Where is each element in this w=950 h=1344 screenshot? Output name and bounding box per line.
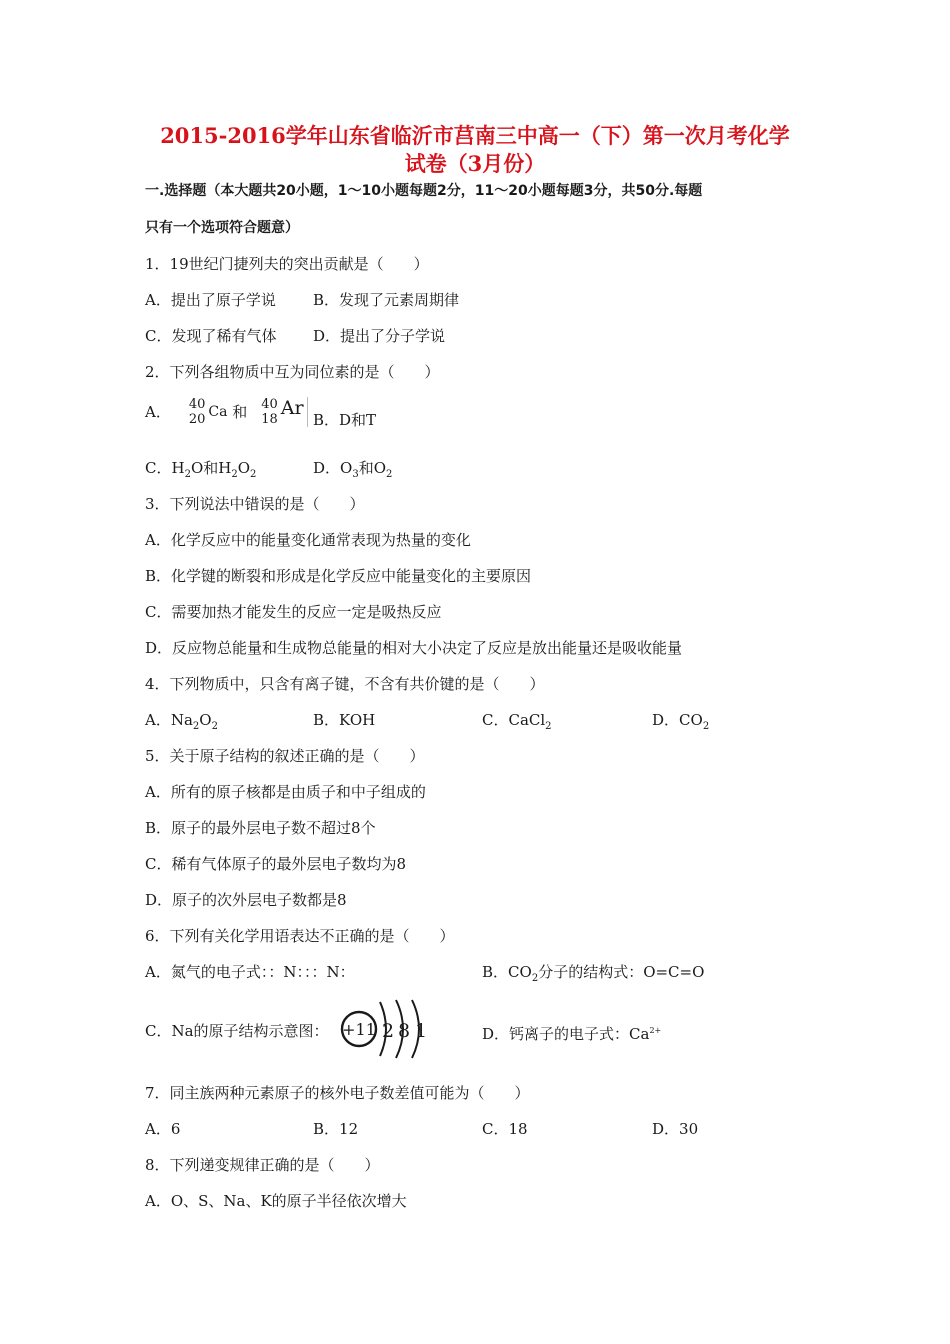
q2c-sub1: 2 (184, 469, 191, 480)
ca-atomic-number: 20 (188, 412, 206, 427)
q6-option-a: A．氮气的电子式：：N：：：N： (145, 963, 355, 981)
q6-option-c: C．Na的原子结构示意图： (145, 1022, 329, 1040)
q2c-text1: C．H (145, 459, 185, 477)
q2c-sub2: 2 (231, 469, 238, 480)
section-instructions-line2: 只有一个选项符合题意） (145, 220, 299, 236)
q6-option-b (482, 962, 704, 989)
ca-mass-number: 40 (188, 397, 206, 412)
calcium-nuclide (189, 397, 228, 427)
q4-option-d (652, 710, 709, 737)
sodium-atom-structure-diagram (336, 994, 442, 1060)
q3-option-d: D．反应物总能量和生成物总能量的相对大小决定了反应是放出能量还是吸收能量 (145, 639, 683, 657)
q2d-sub1: 3 (352, 469, 359, 480)
q2-option-c (145, 458, 256, 485)
question-1-stem: 1．19世纪门捷列夫的突出贡献是（ ） (145, 255, 429, 273)
ca-symbol: Ca (208, 404, 228, 420)
q6d-text: D．钙离子的电子式：Ca (482, 1025, 650, 1043)
q4a-sub1: 2 (192, 721, 200, 732)
q1-option-b: B．发现了元素周期律 (313, 291, 460, 309)
ar-symbol: Ar (280, 397, 304, 419)
shell-2-electrons: 8 (397, 1020, 411, 1042)
q6b-text1: B．CO (482, 963, 532, 981)
q2d-sub2: 2 (386, 469, 393, 480)
q7-option-c: C．18 (482, 1120, 528, 1138)
q1-option-a: A．提出了原子学说 (145, 291, 276, 309)
q2-option-b: B．D和T (313, 411, 377, 429)
question-2-stem: 2．下列各组物质中互为同位素的是（ ） (145, 363, 440, 381)
q3-option-a: A．化学反应中的能量变化通常表现为热量的变化 (145, 531, 471, 549)
q4c-text: C．CaCl (482, 711, 546, 729)
question-6-stem: 6．下列有关化学用语表达不正确的是（ ） (145, 927, 455, 945)
q3-option-b: B．化学键的断裂和形成是化学反应中能量变化的主要原因 (145, 567, 532, 585)
q5-option-d: D．原子的次外层电子数都是8 (145, 891, 347, 909)
argon-nuclide (261, 397, 307, 427)
q2-option-a-label: A． (145, 403, 171, 421)
q7-option-d: D．30 (652, 1120, 699, 1138)
question-7-stem: 7．同主族两种元素原子的核外电子数差值可能为（ ） (145, 1084, 530, 1102)
q2c-text2: O和H (190, 459, 232, 477)
section-instructions-line1: 一.选择题（本大题共20小题，1～10小题每题2分，11～20小题每题3分，共50分.每题 (145, 183, 703, 199)
q7-option-a: A．6 (145, 1120, 181, 1138)
q6-option-d (482, 1021, 661, 1044)
q2-and: 和 (227, 403, 248, 421)
question-8-stem: 8．下列递变规律正确的是（ ） (145, 1156, 380, 1174)
q2c-text3: O (237, 459, 251, 477)
q4d-sub: 2 (702, 721, 710, 732)
q8-option-a: A．O、S、Na、K的原子半径依次增大 (145, 1192, 407, 1210)
q2d-text1: D．O (313, 459, 353, 477)
question-3-stem: 3．下列说法中错误的是（ ） (145, 495, 365, 513)
q4-option-c (482, 710, 552, 737)
q7-option-b: B．12 (313, 1120, 359, 1138)
q2d-text2: 和O (358, 459, 387, 477)
q2c-sub3: 2 (250, 469, 257, 480)
q2-option-d (313, 458, 392, 485)
ar-mass-number: 40 (261, 397, 278, 412)
ar-atomic-number: 18 (261, 412, 278, 427)
q3-option-c: C．需要加热才能发生的反应一定是吸热反应 (145, 603, 442, 621)
q4a-text2: O (199, 711, 212, 729)
q5-option-b: B．原子的最外层电子数不超过8个 (145, 819, 376, 837)
q4-option-b: B．KOH (313, 711, 376, 729)
q5-option-a: A．所有的原子核都是由质子和中子组成的 (145, 783, 426, 801)
shell-1-electrons: 2 (381, 1020, 395, 1042)
q4c-sub: 2 (545, 721, 552, 732)
q6b-sub: 2 (531, 973, 539, 984)
shell-3-electrons: 1 (414, 1020, 428, 1042)
exam-title-line1: 2015-2016学年山东省临沂市莒南三中高一（下）第一次月考化学 (160, 123, 790, 148)
q2-option-a (145, 397, 308, 441)
question-4-stem: 4．下列物质中，只含有离子键，不含有共价键的是（ ） (145, 675, 545, 693)
q5-option-c: C．稀有气体原子的最外层电子数均为8 (145, 855, 407, 873)
q4-option-a (145, 710, 218, 737)
q1-option-d: D．提出了分子学说 (313, 327, 446, 345)
exam-title-line2: 试卷（3月份） (404, 151, 546, 176)
q4a-sub2: 2 (211, 721, 218, 732)
q4a-text1: A．Na (145, 711, 193, 729)
question-5-stem: 5．关于原子结构的叙述正确的是（ ） (145, 747, 425, 765)
q6b-text2: 分子的结构式：O=C=O (538, 963, 705, 981)
nucleus-charge: +11 (342, 1020, 376, 1039)
q4d-text: D．CO (652, 711, 703, 729)
q1-option-c: C．发现了稀有气体 (145, 327, 277, 345)
q6d-sup: 2+ (649, 1026, 662, 1035)
